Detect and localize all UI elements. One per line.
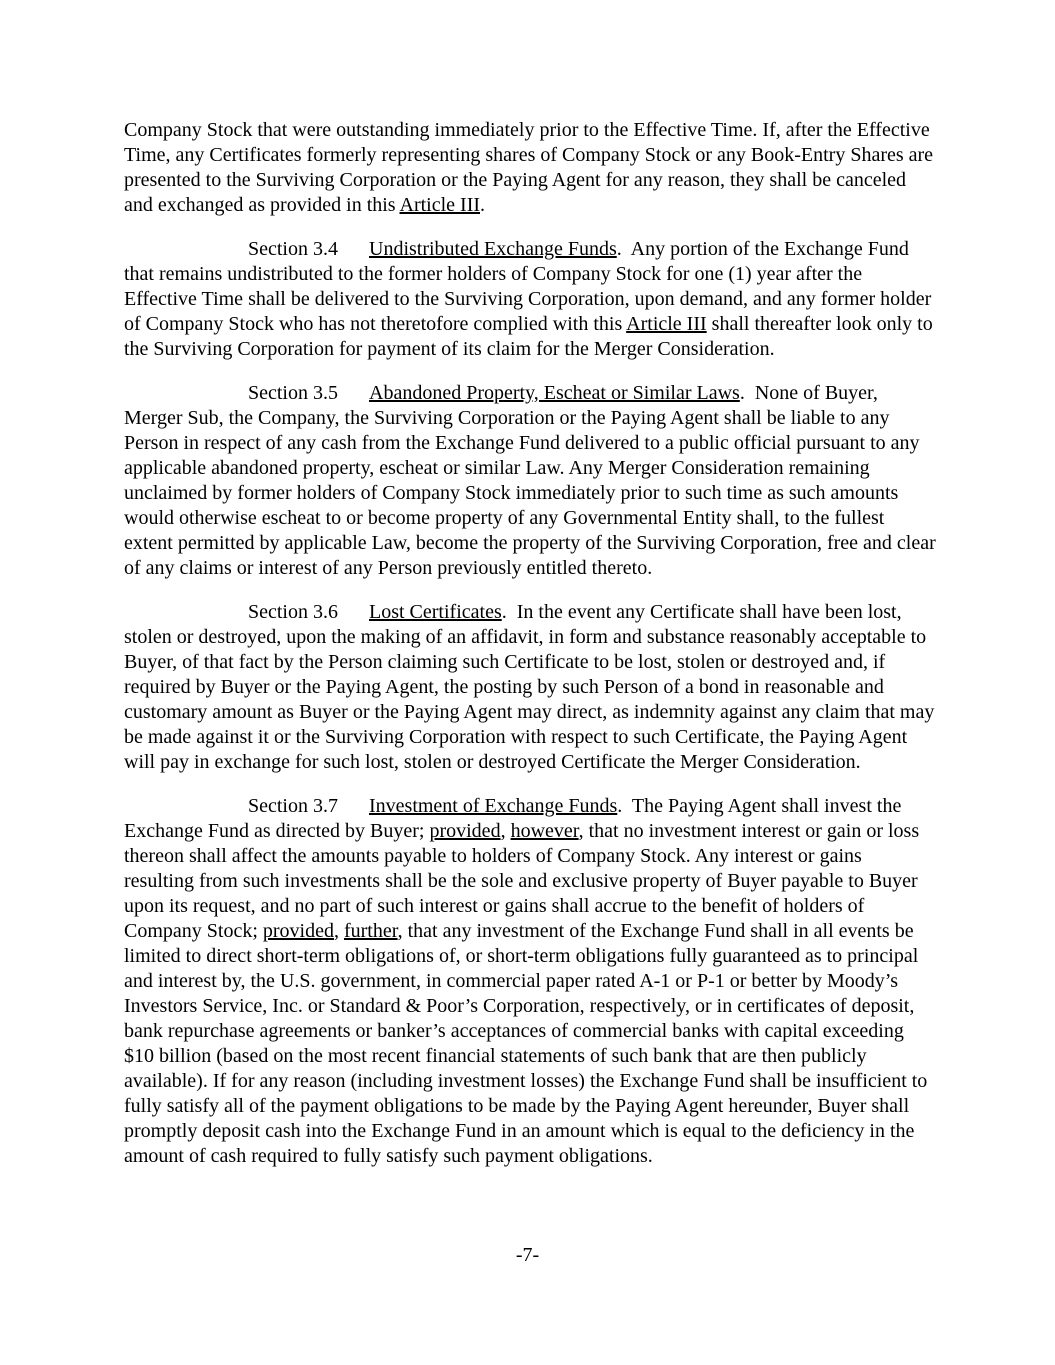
text-run: , that no investment interest or gain or loss thereon shall affect the amounts payable to holders of Company Stock. Any interest or gains resulting from such investments shall be the sole and exclusive property of Buyer payable to Buyer upon its request, and no part of such interest or gains shall accrue to the benefit of holders of Company Stock; — [124, 820, 925, 942]
underlined-text: further — [343, 920, 398, 942]
underlined-text: Article III — [626, 313, 707, 335]
para-article-iii-continuation — [124, 118, 939, 218]
para-section-3-6 — [124, 600, 940, 775]
text-run: Section 3.7 — [248, 795, 338, 817]
text-run: , that any investment of the Exchange Fund shall in all events be limited to direct short-term obligations of, or short-term obligations fully guaranteed as to principal and interest by, the U.S. government, in commercial paper rated A-1 or P-1 or better by Moody’s Investors Service, Inc. or Standard & Poor’s Corporation, respectively, or in certificates of deposit, bank repurchase agreements or banker’s acceptances of commercial banks with capital exceeding $10 billion (based on the most recent financial statements of such bank that are then publicly available). If for any reason (including investment losses) the Exchange Fund shall be insufficient to fully satisfy all of the payment obligations to be made by the Paying Agent hereunder, Buyer shall promptly deposit cash into the Exchange Fund in an amount which is equal to the deficiency in the amount of cash required to fully satisfy such payment obligations. — [124, 920, 933, 1167]
para-section-3-7 — [124, 794, 936, 1169]
underlined-text: Abandoned Property, Escheat or Similar Laws — [369, 382, 740, 404]
underlined-text: Investment of Exchange Funds — [369, 795, 618, 817]
text-run: Section 3.6 — [248, 601, 338, 623]
text-run: . The Paying Agent shall invest the Exchange Fund as directed by Buyer; — [124, 795, 907, 842]
underlined-text: Lost Certificates — [369, 601, 502, 623]
text-run: . In the event any Certificate shall have been lost, stolen or destroyed, upon the making of an affidavit, in form and substance reasonably acceptable to Buyer, of that fact by the Person claiming such Certificate to be lost, stolen or destroyed and, if required by Buyer or the Paying Agent, the posting by such Person of a bond in reasonable and customary amount as Buyer or the Paying Agent may direct, as indemnity against any claim that may be made against it or the Surviving Corporation with respect to such Certificate, the Paying Agent will pay in exchange for such lost, stolen or destroyed Certificate the Merger Consideration. — [124, 601, 940, 773]
underlined-text: provided — [429, 820, 501, 842]
text-run: , — [500, 820, 511, 842]
underlined-text: Undistributed Exchange Funds — [369, 238, 617, 260]
underlined-text: provided — [262, 920, 334, 942]
text-run: . Any portion of the Exchange Fund that remains undistributed to the former holders of Company Stock for one (1) year after the Effective Time shall be delivered to the Surviving Corporation, upon demand, and any former holder of Company Stock who has not theretofore complied with this — [124, 238, 937, 335]
footer-page-number: -7- — [515, 1244, 540, 1266]
document-body — [124, 118, 941, 1188]
text-run: Company Stock that were outstanding immediately prior to the Effective Time. If, after the Effective Time, any Certificates formerly representing shares of Company Stock or any Book-Entry Shares are presented to the Surviving Corporation or the Paying Agent for any reason, they shall be canceled and exchanged as provided in this — [124, 119, 939, 216]
text-run: . — [480, 194, 486, 216]
para-section-3-5 — [124, 381, 941, 581]
text-run: , — [333, 920, 344, 942]
underlined-text: Article III — [399, 194, 481, 216]
text-run: Section 3.5 — [248, 382, 338, 404]
underlined-text: however — [510, 820, 579, 842]
text-run: shall thereafter look only to the Surviving Corporation for payment of its claim for the Merger Consideration. — [124, 313, 938, 360]
para-section-3-4 — [124, 237, 936, 362]
text-run: Section 3.4 — [248, 238, 338, 260]
text-run: . None of Buyer, Merger Sub, the Company, the Surviving Corporation or the Paying Agent shall be liable to any Person in respect of any cash from the Exchange Fund delivered to a public official pursuant to any applicable abandoned property, escheat or similar Law. Any Merger Consideration remaining unclaimed by former holders of Company Stock immediately prior to such time as such amounts would otherwise escheat to or become property of any Governmental Entity shall, to the fullest extent permitted by applicable Law, become the property of the Surviving Corporation, free and clear of any claims or interest of any Person previously entitled thereto. — [124, 382, 941, 579]
